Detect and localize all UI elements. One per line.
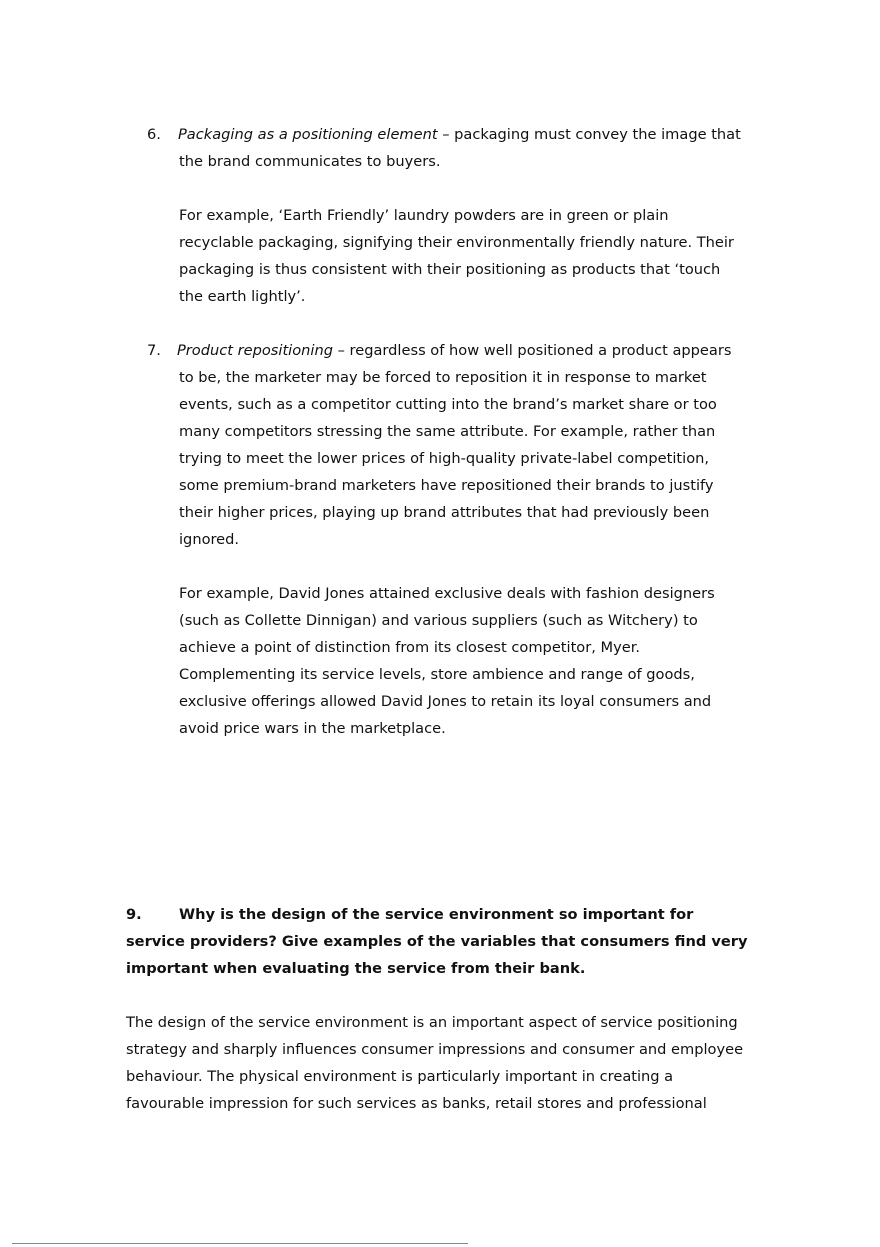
item7-title: Product repositioning bbox=[177, 342, 333, 359]
item6-number: 6. bbox=[147, 126, 161, 143]
question9-line: service providers? Give examples of the variables that consumers find very bbox=[126, 933, 748, 950]
item7-line: ignored. bbox=[179, 531, 240, 548]
answer9-line: favourable impression for such services as banks, retail stores and professional bbox=[126, 1095, 707, 1112]
item6-example-line: For example, ‘Earth Friendly’ laundry powders are in green or plain bbox=[179, 207, 669, 224]
item7-line: some premium-brand marketers have repositioned their brands to justify bbox=[179, 477, 714, 494]
item6-heading-line bbox=[178, 125, 741, 145]
item7-example-line: (such as Collette Dinnigan) and various suppliers (such as Witchery) to bbox=[179, 612, 698, 629]
item7-example-line: exclusive offerings allowed David Jones to retain its loyal consumers and bbox=[179, 693, 712, 710]
item7-example-line: Complementing its service levels, store ambience and range of goods, bbox=[179, 666, 695, 683]
answer9-line: The design of the service environment is an important aspect of service positioning bbox=[126, 1014, 738, 1031]
item7-example-line: For example, David Jones attained exclusive deals with fashion designers bbox=[179, 585, 715, 602]
item6-example-line: the earth lightly’. bbox=[179, 288, 306, 305]
item6-title: Packaging as a positioning element bbox=[178, 126, 438, 143]
question9-line: important when evaluating the service from their bank. bbox=[126, 960, 586, 977]
item7-line: events, such as a competitor cutting into the brand’s market share or too bbox=[179, 396, 717, 413]
answer9-line: strategy and sharply influences consumer impressions and consumer and employee bbox=[126, 1041, 744, 1058]
item7-example-line: achieve a point of distinction from its closest competitor, Myer. bbox=[179, 639, 641, 656]
item7-example-line: avoid price wars in the marketplace. bbox=[179, 720, 446, 737]
item7-number: 7. bbox=[147, 342, 161, 359]
item6-lead-rest: – packaging must convey the image that bbox=[437, 126, 741, 143]
question9-number: 9. bbox=[126, 906, 142, 923]
item6-example-line: packaging is thus consistent with their positioning as products that ‘touch bbox=[179, 261, 721, 278]
item6-line: the brand communicates to buyers. bbox=[179, 153, 441, 170]
item7-line: many competitors stressing the same attribute. For example, rather than bbox=[179, 423, 716, 440]
item6-example-line: recyclable packaging, signifying their environmentally friendly nature. Their bbox=[179, 234, 734, 251]
item7-line: trying to meet the lower prices of high-quality private-label competition, bbox=[179, 450, 710, 467]
footer-divider bbox=[12, 1243, 468, 1244]
item7-line: their higher prices, playing up brand attributes that had previously been bbox=[179, 504, 710, 521]
answer9-line: behaviour. The physical environment is particularly important in creating a bbox=[126, 1068, 674, 1085]
item7-lead-rest: – regardless of how well positioned a product appears bbox=[332, 342, 732, 359]
item7-heading-line bbox=[177, 341, 731, 361]
item7-line: to be, the marketer may be forced to reposition it in response to market bbox=[179, 369, 707, 386]
question9-line: Why is the design of the service environment so important for bbox=[179, 906, 694, 923]
